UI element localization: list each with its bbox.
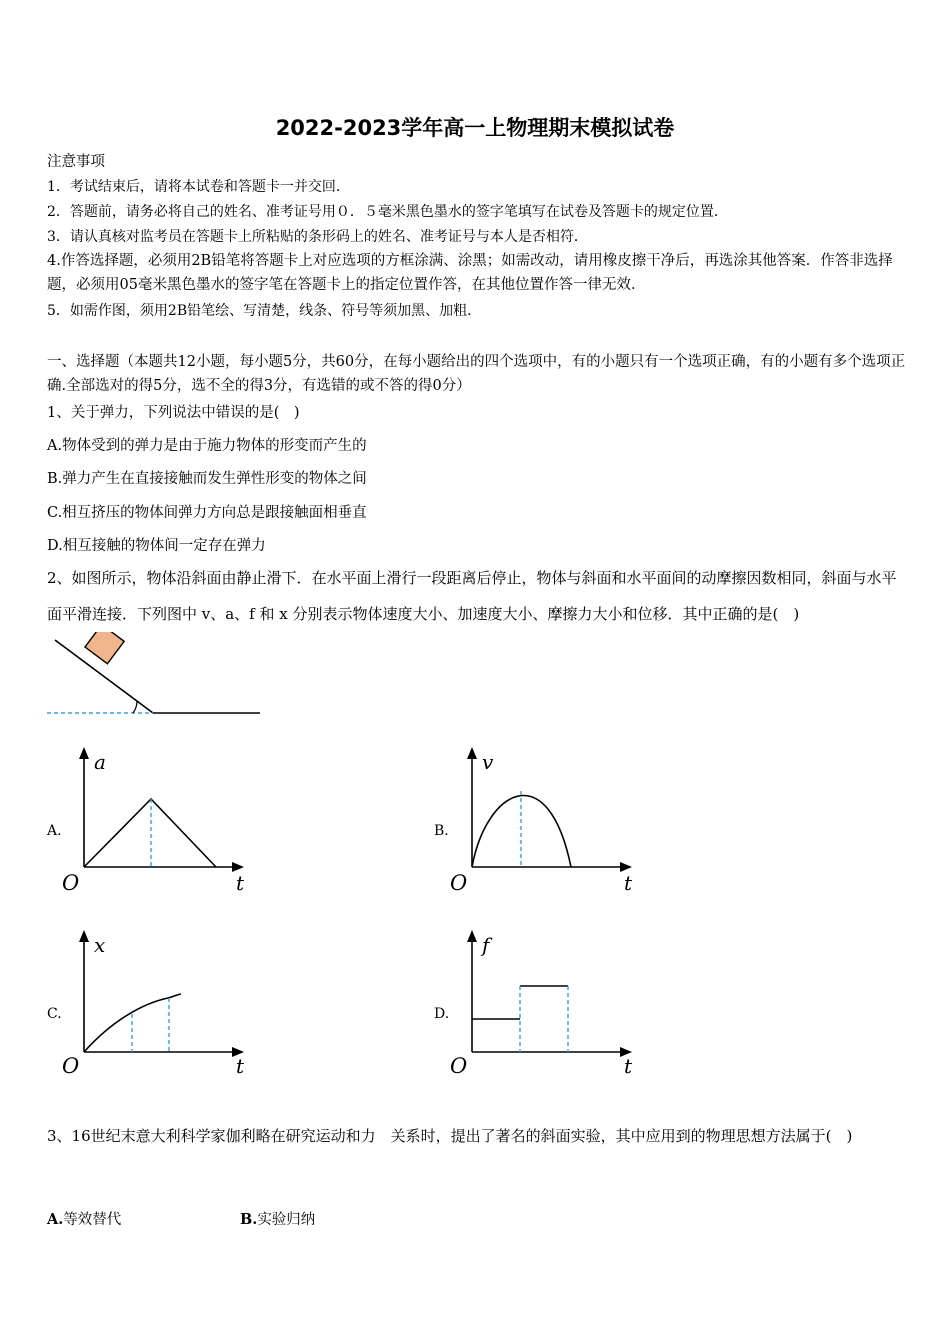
graph-a-label: A. — [47, 823, 62, 839]
graph-d-label: D. — [434, 1006, 450, 1022]
graph-b-label: B. — [434, 823, 449, 839]
sliding-block — [85, 632, 124, 664]
option-text: 实验归纳 — [257, 1212, 316, 1228]
origin-label: O — [62, 871, 80, 895]
section-heading: 一、选择题（本题共12小题，每小题5分，共60分，在每小题给出的四个选项中，有的小题只有一个选项正确，有的小题有多个选项正确.全部选对的得5分，选不全的得3分，有选错的或不答的得0分） — [47, 354, 906, 394]
origin-label: O — [450, 1054, 468, 1078]
y-axis-arrow — [467, 930, 477, 942]
notice-item: 2．答题前，请务必将自己的姓名、准考证号用０．５毫米黑色墨水的签字笔填写在试卷及答题卡的规定位置． — [47, 204, 728, 220]
graph-c-label: C. — [47, 1006, 62, 1022]
option-letter: A. — [47, 1211, 64, 1228]
notice-heading: 注意事项 — [47, 154, 105, 170]
graph-c — [60, 928, 260, 1078]
question-1-option-d: D.相互接触的物体间一定存在弹力 — [47, 538, 266, 554]
x-axis-label: t — [236, 871, 245, 895]
notice-item: 5．如需作图，须用2B铅笔绘、写清楚，线条、符号等须加黑、加粗． — [47, 303, 482, 319]
option-text: 等效替代 — [63, 1212, 122, 1228]
question-3-stem: 3、16世纪末意大利科学家伽利略在研究运动和力 关系时，提出了著名的斜面实验，其中应用到的物理思想方法属于( ) — [47, 1127, 853, 1145]
x-axis-label: t — [236, 1054, 245, 1078]
y-axis-arrow — [79, 930, 89, 942]
origin-label: O — [62, 1054, 80, 1078]
y-axis-label: x — [94, 933, 106, 957]
question-1-option-c: C.相互挤压的物体间弹力方向总是跟接触面相垂直 — [47, 505, 367, 521]
graph-a — [60, 745, 260, 895]
x-axis-label: t — [624, 1054, 633, 1078]
y-axis-label: v — [482, 750, 494, 774]
page-title: 2022-2023学年高一上物理期末模拟试卷 — [275, 116, 675, 140]
graph-b — [448, 745, 648, 895]
y-axis-arrow — [79, 747, 89, 759]
question-1-option-a: A.物体受到的弹力是由于施力物体的形变而产生的 — [47, 438, 367, 454]
incline-diagram — [45, 632, 265, 722]
y-axis-arrow — [467, 747, 477, 759]
origin-label: O — [450, 871, 468, 895]
y-axis-label: f — [482, 933, 490, 957]
angle-arc — [133, 701, 137, 713]
notice-item: 4.作答选择题，必须用2B铅笔将答题卡上对应选项的方框涂满、涂黑；如需改动，请用橡皮擦干净后，再选涂其他答案．作答非选择题，必须用05毫米黑色墨水的签字笔在答题卡上的指定位置作答，在其他位置作答一律无效． — [47, 253, 893, 293]
x-axis-label: t — [624, 871, 633, 895]
question-3-option-b — [240, 1208, 315, 1229]
notice-item: 1．考试结束后，请将本试卷和答题卡一并交回． — [47, 179, 350, 195]
option-letter: B. — [240, 1211, 258, 1228]
curve — [84, 799, 216, 867]
question-2-stem: 2、如图所示，物体沿斜面由静止滑下．在水平面上滑行一段距离后停止，物体与斜面和水平面间的动摩擦因数相同，斜面与水平面平滑连接．下列图中 v、a、f 和 x 分别表示物体速度大小、加速度大小、摩擦力大小和位移．其中正确的是( ) — [47, 569, 897, 623]
notice-item: 3．请认真核对监考员在答题卡上所粘贴的条形码上的姓名、准考证号与本人是否相符． — [47, 229, 588, 245]
question-1-option-b: B.弹力产生在直接接触而发生弹性形变的物体之间 — [47, 471, 367, 487]
y-axis-label: a — [94, 750, 106, 774]
question-1-stem: 1、关于弹力，下列说法中错误的是( ) — [47, 405, 300, 421]
question-3-option-a — [47, 1208, 121, 1229]
graph-d — [448, 928, 648, 1078]
